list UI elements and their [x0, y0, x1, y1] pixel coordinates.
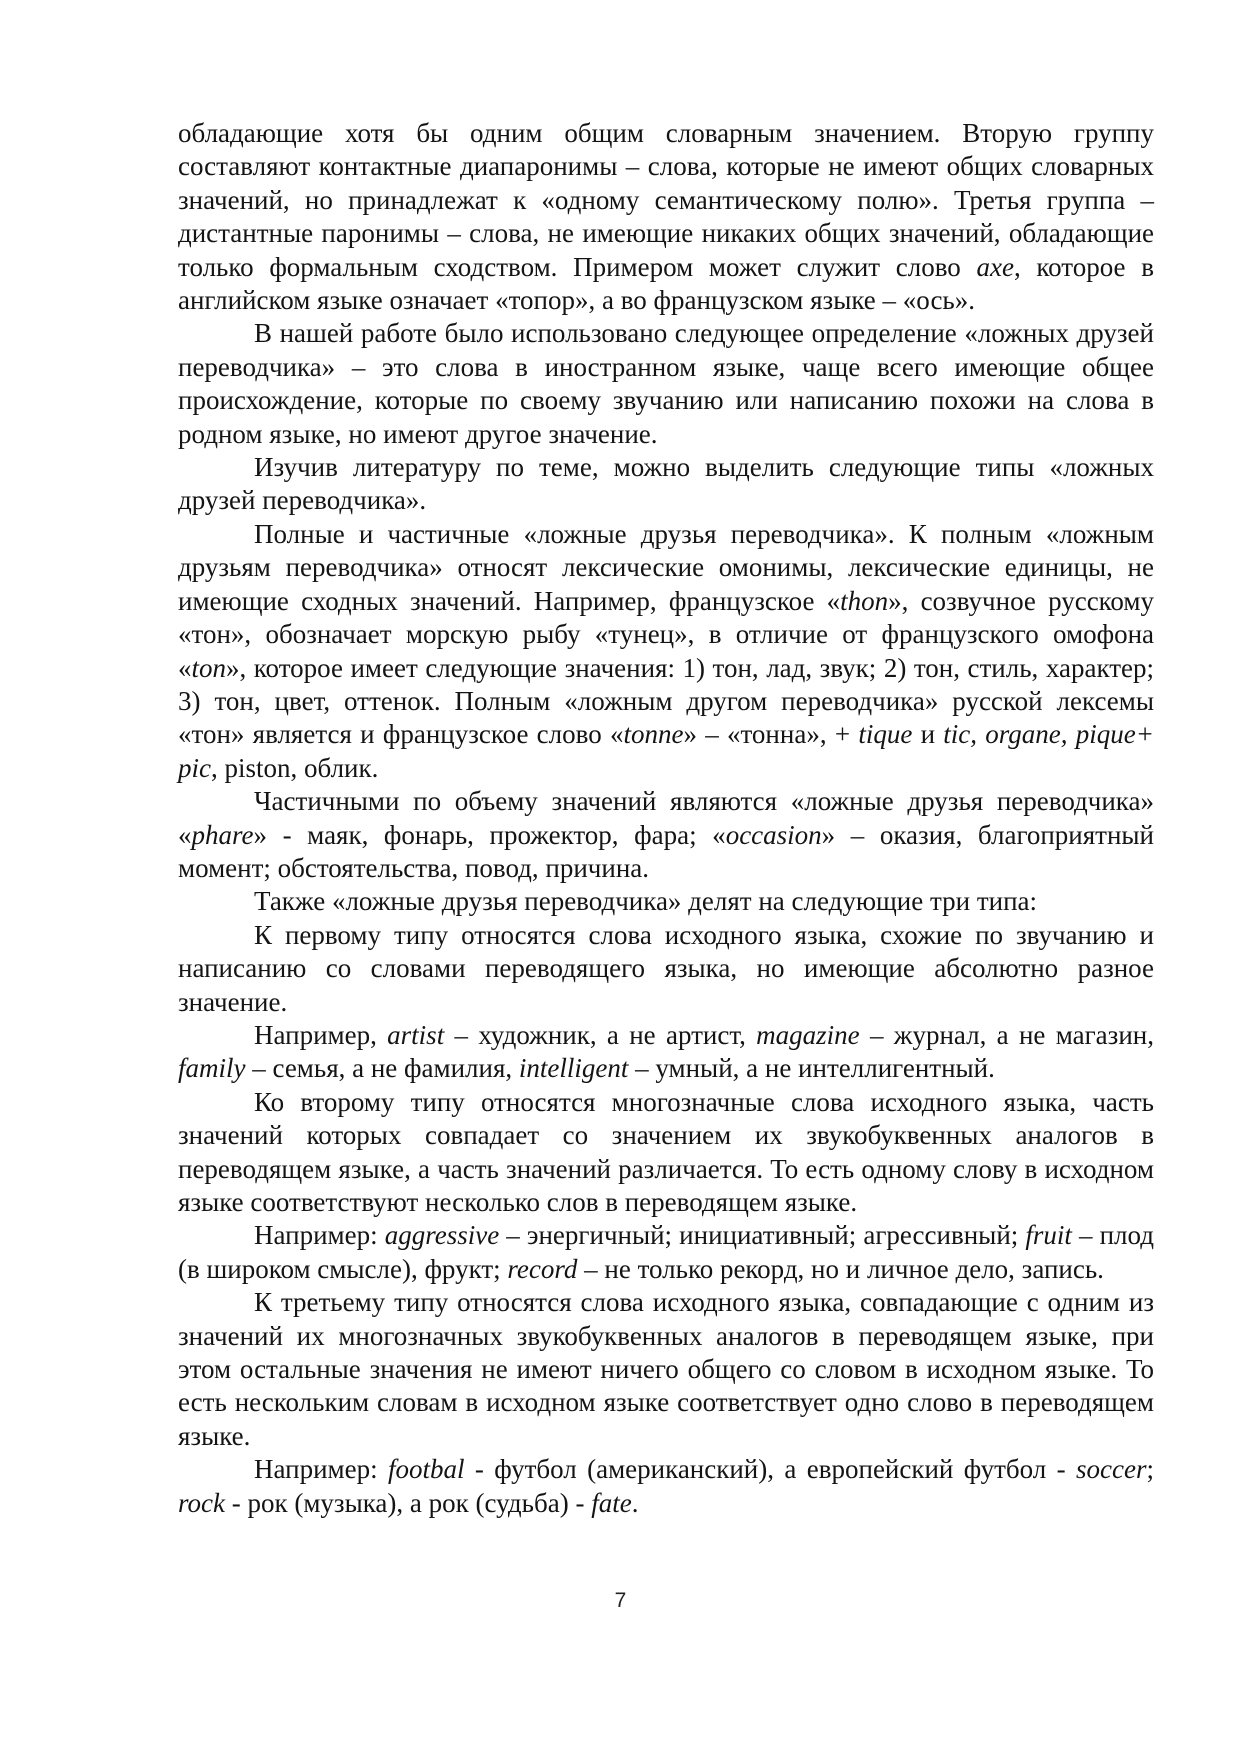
paragraph: [178, 1219, 1154, 1286]
text-run: - рок (музыка), а рок (судьба) -: [224, 1487, 592, 1518]
text-run: обладающие хотя бы одним общим словарным значением. Вторую группу составляют контактные диапаронимы – слова, которые не имеют общих словарных значений, но принадлежат к «одному семантическому полю». Третья группа – дистантные паронимы – слова, не имеющие никаких общих значений, обладающие только формальным сходством. Примером может служит слово: [178, 118, 1154, 282]
text-run: Изучив литературу по теме, можно выделить следующие типы «ложных друзей переводчика».: [178, 452, 1154, 516]
text-run: » – «тонна», +: [683, 719, 859, 750]
text-run: – художник, а не артист,: [444, 1019, 757, 1050]
paragraph: [178, 117, 1154, 317]
text-run: – энергичный; инициативный; агрессивный;: [499, 1220, 1026, 1251]
italic-term: fruit: [1025, 1220, 1072, 1251]
text-run: ;: [1146, 1454, 1154, 1485]
paragraph: [178, 1019, 1154, 1086]
text-run: Полные и частичные «ложные друзья переводчика». К полным «ложным друзьям переводчика» относят лексические омонимы, лексические единицы, не имеющие сходных значений. Например, французское «: [178, 518, 1154, 616]
italic-term: footbal: [387, 1454, 465, 1485]
italic-term: tique: [858, 719, 913, 750]
text-run: Частичными по объему значений являются «ложные друзья переводчика» «: [178, 786, 1154, 850]
italic-term: family: [178, 1053, 246, 1084]
italic-term: tonne: [623, 719, 684, 750]
page-number: 7: [614, 1589, 627, 1612]
text-run: – журнал, а не магазин,: [859, 1019, 1154, 1050]
italic-term: phare: [191, 819, 254, 850]
text-run: » – оказия, благоприятный момент; обстоятельства, повод, причина.: [178, 819, 1154, 883]
italic-term: tic, organe, pique+ pic: [178, 719, 1154, 783]
text-run: Например:: [254, 1220, 385, 1251]
text-run: – плод (в широком смысле), фрукт;: [178, 1220, 1154, 1284]
text-run: » - маяк, фонарь, прожектор, фара; «: [253, 819, 726, 850]
text-run: К первому типу относятся слова исходного языка, схожие по звучанию и написанию со словами переводящего языка, но имеющие абсолютно разное значение.: [178, 919, 1154, 1017]
text-run: , piston, облик.: [211, 752, 379, 783]
italic-term: rock: [178, 1487, 225, 1518]
italic-term: fate: [591, 1487, 632, 1518]
italic-term: ton: [191, 652, 227, 683]
italic-term: magazine: [756, 1019, 860, 1050]
text-run: .: [631, 1487, 639, 1518]
italic-term: occasion: [725, 819, 822, 850]
italic-term: intelligent: [518, 1053, 629, 1084]
text-run: – умный, а не интеллигентный.: [628, 1053, 995, 1084]
text-run: Также «ложные друзья переводчика» делят на следующие три типа:: [254, 886, 1037, 917]
paragraph: [178, 451, 1154, 518]
text-run: Например:: [254, 1454, 388, 1485]
text-run: – не только рекорд, но и личное дело, запись.: [577, 1253, 1104, 1284]
paragraph: [178, 518, 1154, 785]
paragraph: [178, 919, 1154, 1019]
italic-term: record: [507, 1253, 578, 1284]
paragraph: [178, 317, 1154, 451]
italic-term: artist: [387, 1019, 445, 1050]
italic-term: soccer: [1076, 1454, 1147, 1485]
paragraph: [178, 1286, 1154, 1453]
text-run: К третьему типу относятся слова исходного языка, совпадающие с одним из значений их многозначных звукобуквенных аналогов в переводящем языке, при этом остальные значения не имеют ничего общего со словом в исходном языке. То есть нескольким словам в исходном языке соответствует одно слово в переводящем языке.: [178, 1287, 1154, 1451]
text-run: , которое в английском языке означает «топор», а во французском языке – «ось».: [178, 251, 1154, 316]
text-run: – семья, а не фамилия,: [245, 1053, 519, 1084]
italic-term: axe: [976, 251, 1014, 282]
text-run: В нашей работе было использовано следующее определение «ложных друзей переводчика» – это слова в иностранном языке, чаще всего имеющие общее происхождение, которые по своему звучанию или написанию похожи на слова в родном языке, но имеют другое значение.: [178, 318, 1154, 449]
text-run: », созвучное русскому «тон», обозначает морскую рыбу «тунец», в отличие от французского омофона «: [178, 585, 1154, 683]
paragraph: [178, 1453, 1154, 1520]
document-body: [178, 117, 1154, 1520]
paragraph: [178, 885, 1154, 918]
text-run: Например,: [254, 1019, 388, 1050]
paragraph: [178, 785, 1154, 885]
text-run: и: [912, 719, 944, 750]
paragraph: [178, 1086, 1154, 1220]
italic-term: thon: [840, 585, 889, 616]
italic-term: aggressive: [384, 1220, 500, 1251]
text-run: », которое имеет следующие значения: 1) тон, лад, звук; 2) тон, стиль, характер; 3) тон, цвет, оттенок. Полным «ложным другом переводчика» русской лексемы «тон» является и французское слово «: [178, 652, 1154, 750]
text-run: - футбол (американский), а европейский футбол -: [464, 1454, 1076, 1485]
text-run: Ко второму типу относятся многозначные слова исходного языка, часть значений которых совпадает со значением их звукобуквенных аналогов в переводящем языке, а часть значений различается. То есть одному слову в исходном языке соответствуют несколько слов в переводящем языке.: [178, 1086, 1154, 1217]
